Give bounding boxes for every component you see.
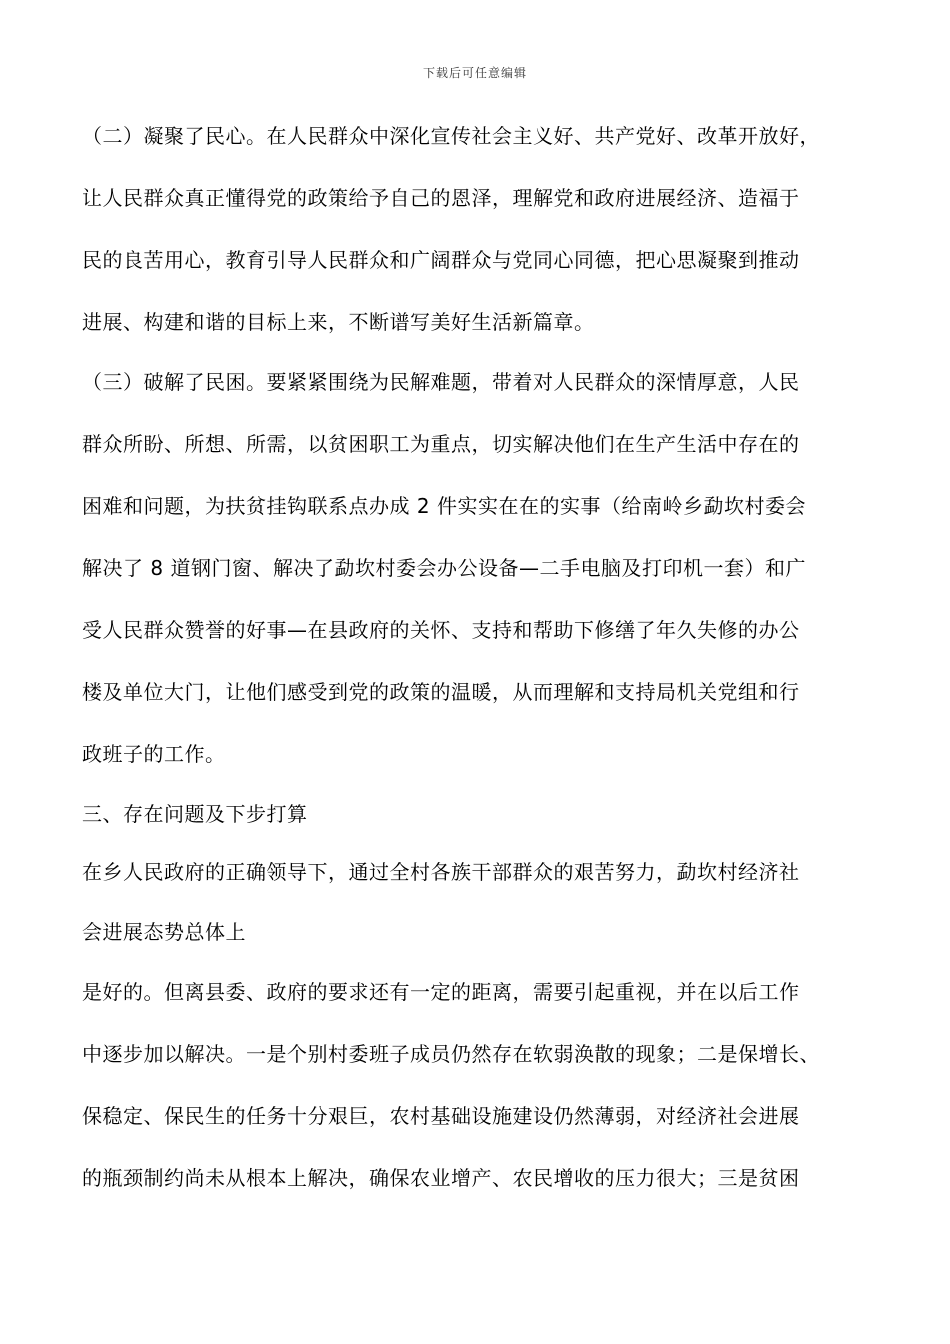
paragraph-line: 中逐步加以解决。一是个别村委班子成员仍然存在软弱涣散的现象；二是保增长、: [82, 1042, 820, 1066]
section-heading: 三、存在问题及下步打算: [82, 802, 308, 826]
paragraph-line: 受人民群众赞誉的好事—在县政府的关怀、支持和帮助下修缮了年久失修的办公: [82, 618, 800, 642]
paragraph-line: （二）凝聚了民心。在人民群众中深化宣传社会主义好、共产党好、改革开放好，: [82, 124, 820, 148]
paragraph-line: 在乡人民政府的正确领导下，通过全村各族干部群众的艰苦努力，勐坎村经济社: [82, 860, 800, 884]
paragraph-line: 困难和问题，为扶贫挂钩联系点办成 2 件实实在在的实事（给南岭乡勐坎村委会: [82, 494, 806, 518]
paragraph-line: 楼及单位大门，让他们感受到党的政策的温暖，从而理解和支持局机关党组和行: [82, 680, 800, 704]
paragraph-line: 会进展态势总体上: [82, 920, 246, 944]
page-header: 下载后可任意编辑: [422, 66, 527, 80]
paragraph-line: 群众所盼、所想、所需，以贫困职工为重点，切实解决他们在生产生活中存在的: [82, 432, 800, 456]
paragraph-line: 是好的。但离县委、政府的要求还有一定的距离，需要引起重视，并在以后工作: [82, 980, 800, 1004]
paragraph-line: 进展、构建和谐的目标上来，不断谱写美好生活新篇章。: [82, 310, 595, 334]
paragraph-line: （三）破解了民困。要紧紧围绕为民解难题，带着对人民群众的深情厚意，人民: [82, 370, 800, 394]
paragraph-line: 解决了 8 道钢门窗、解决了勐坎村委会办公设备—二手电脑及打印机一套）和广: [82, 556, 806, 580]
paragraph-line: 政班子的工作。: [82, 742, 226, 766]
paragraph-line: 让人民群众真正懂得党的政策给予自己的恩泽，理解党和政府进展经济、造福于: [82, 186, 800, 210]
paragraph-line: 保稳定、保民生的任务十分艰巨，农村基础设施建设仍然薄弱，对经济社会进展: [82, 1104, 800, 1128]
paragraph-line: 的瓶颈制约尚未从根本上解决，确保农业增产、农民增收的压力很大；三是贫困: [82, 1166, 800, 1190]
paragraph-line: 民的良苦用心，教育引导人民群众和广阔群众与党同心同德，把心思凝聚到推动: [82, 248, 800, 272]
